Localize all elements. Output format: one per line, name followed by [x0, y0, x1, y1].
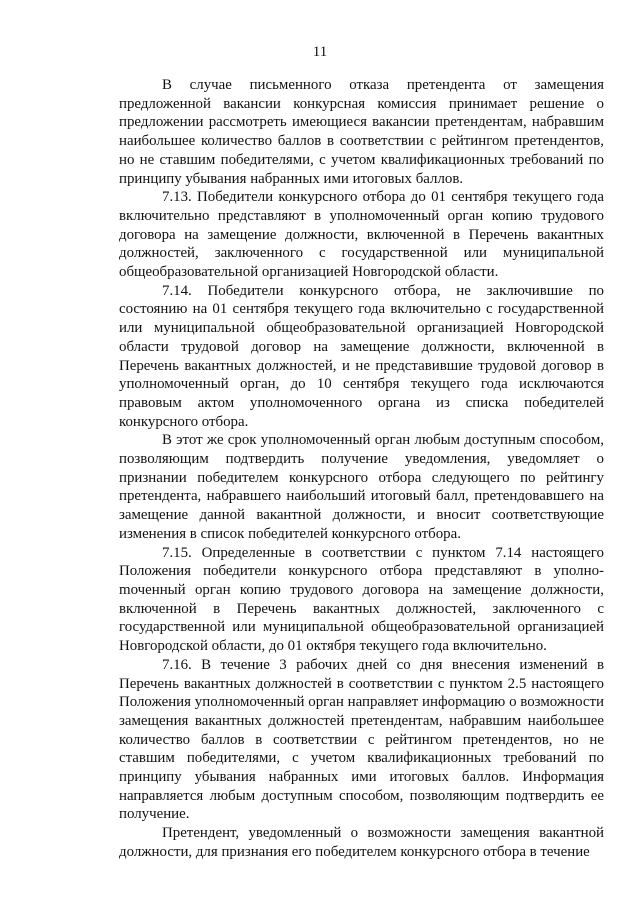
- document-body: [119, 76, 604, 862]
- paragraph-7-14: 7.14. Победители конкурсного отбора, не заключившие по состоянию на 01 сентября текущего года включительно с государственной или муниципальной общеобразовательной организацией Новгородской области трудовой договор на замещение должности, включенной в Перечень вакантных должностей, и не представившие трудовой договор в уполномоченный орган, до 10 сентября текущего года исключаются правовым актом уполномоченного органа из списка победителей конкурсного отбора.: [119, 282, 604, 430]
- paragraph-7-13: 7.13. Победители конкурсного отбора до 01 сентября текущего года включительно представляют в уполномоченный орган копию трудового договора на замещение должности, включенной в Перечень вакантных должностей, заключенного с государственной или муниципальной общеобразовательной организацией Новгородской области.: [119, 189, 604, 281]
- paragraph-7-16: 7.16. В течение 3 рабочих дней со дня внесения изменений в Перечень вакантных должностей в соответствии с пунктом 2.5 настоящего Положения уполномоченный орган направляет информацию о возможности замещения вакантных должностей претендентам, набравшим наибольшее количество баллов в соответствии с рейтингом претендентов, но не ставшим победителями, с учетом квалификационных требований по принципу убывания набранных ими итоговых баллов. Информация направляется любым доступным способом, позволяющим подтвердить ее получение.: [119, 656, 604, 823]
- page-number: 11: [312, 44, 328, 60]
- paragraph-7-14-notification: В этот же срок уполномоченный орган любым доступным способом, позволяющим подтвердить получение уведомления, уведомляет о признании победителем конкурсного отбора следующего по рейтингу претендента, набравшего наибольший итоговый балл, претендовавшего на замещение данной вакантной должности, и вносит соответствующие изменения в список победителей конкурсного отбора.: [119, 432, 604, 542]
- paragraph-7-15: 7.15. Определенные в соответствии с пунктом 7.14 настоящего Положения победители конкурсного отбора представляют в уполноmоченный орган копию трудового договора на замещение должности, включенной в Перечень вакантных должностей, заключенного с государственной или муниципальной общеобразовательной организацией Новгородской области, до 01 октября текущего года включительно.: [119, 544, 604, 655]
- paragraph-refusal-vacancy: В случае письменного отказа претендента от замещения предложенной вакансии конкурсная комиссия принимает решение о предложении рассмотреть имеющиеся вакансии претендентам, набравшим наибольшее количество баллов в соответствии с рейтингом претендентов, но не ставшим победителями, с учетом квалификационных требований по принципу убывания набранных ими итоговых баллов.: [119, 77, 604, 187]
- paragraph-applicant-notified: Претендент, уведомленный о возможности замещения вакантной должности, для признания его победителем конкурсного отбора в течение: [119, 825, 604, 860]
